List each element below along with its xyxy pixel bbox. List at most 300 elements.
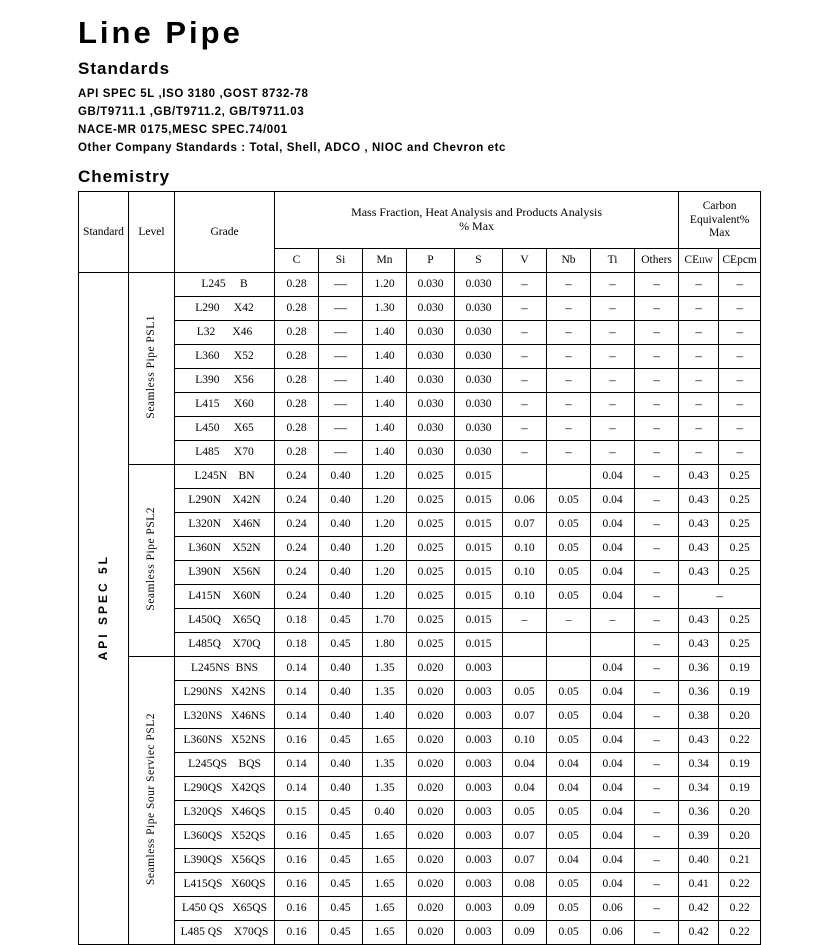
table-row — [79, 609, 761, 633]
cell-ti: 0.06 — [591, 921, 635, 945]
grade-cell: L415 X60 — [175, 393, 275, 417]
cell-ti: 0.04 — [591, 729, 635, 753]
cell-c: 0.24 — [275, 561, 319, 585]
cell-v: 0.05 — [503, 681, 547, 705]
cell-ti: 0.04 — [591, 849, 635, 873]
cell-ce-iiw: – — [679, 417, 719, 441]
cell-others: – — [635, 393, 679, 417]
cell-c: 0.24 — [275, 489, 319, 513]
table-row — [79, 561, 761, 585]
header-ce-iiw-main: CE — [684, 254, 700, 267]
cell-ti: 0.04 — [591, 825, 635, 849]
cell-ce-iiw: – — [679, 441, 719, 465]
cell-c: 0.24 — [275, 465, 319, 489]
cell-nb — [547, 657, 591, 681]
cell-ce-iiw: 0.36 — [679, 657, 719, 681]
cell-mn: 0.40 — [363, 801, 407, 825]
cell-si: 0.40 — [319, 753, 363, 777]
cell-si: 0.40 — [319, 705, 363, 729]
cell-s: 0.030 — [455, 321, 503, 345]
cell-si: 0.40 — [319, 681, 363, 705]
cell-ce-iiw: – — [679, 345, 719, 369]
cell-ce-pcm: 0.25 — [719, 609, 761, 633]
cell-c: 0.15 — [275, 801, 319, 825]
cell-v: – — [503, 321, 547, 345]
header-element-si: Si — [319, 249, 363, 273]
cell-si: 0.45 — [319, 873, 363, 897]
cell-v: – — [503, 369, 547, 393]
cell-v: – — [503, 393, 547, 417]
cell-ti: 0.04 — [591, 777, 635, 801]
cell-c: 0.16 — [275, 921, 319, 945]
cell-si: 0.40 — [319, 537, 363, 561]
cell-c: 0.28 — [275, 417, 319, 441]
grade-cell: L390N X56N — [175, 561, 275, 585]
grade-cell: L415N X60N — [175, 585, 275, 609]
cell-mn: 1.20 — [363, 513, 407, 537]
cell-si: — — [319, 345, 363, 369]
page-title: Line Pipe — [78, 15, 243, 50]
cell-v — [503, 633, 547, 657]
cell-p: 0.020 — [407, 801, 455, 825]
cell-others: – — [635, 825, 679, 849]
cell-p: 0.030 — [407, 369, 455, 393]
cell-ti: 0.04 — [591, 705, 635, 729]
cell-others: – — [635, 465, 679, 489]
cell-v: 0.10 — [503, 729, 547, 753]
cell-v: 0.04 — [503, 753, 547, 777]
cell-v: – — [503, 441, 547, 465]
cell-ti: – — [591, 609, 635, 633]
grade-cell: L290N X42N — [175, 489, 275, 513]
cell-nb: 0.05 — [547, 825, 591, 849]
cell-nb: 0.05 — [547, 681, 591, 705]
header-grade: Grade — [175, 192, 275, 273]
cell-others: – — [635, 681, 679, 705]
cell-ti: 0.04 — [591, 561, 635, 585]
cell-p: 0.025 — [407, 633, 455, 657]
cell-others: – — [635, 537, 679, 561]
cell-ce-pcm: 0.19 — [719, 681, 761, 705]
cell-nb: 0.05 — [547, 537, 591, 561]
header-mass-fraction — [275, 192, 679, 249]
grade-cell: L485Q X70Q — [175, 633, 275, 657]
table-row — [79, 753, 761, 777]
cell-nb: – — [547, 273, 591, 297]
table-row — [79, 369, 761, 393]
cell-ce-pcm: 0.25 — [719, 465, 761, 489]
cell-si: 0.40 — [319, 513, 363, 537]
table-body — [79, 273, 761, 945]
cell-p: 0.020 — [407, 873, 455, 897]
cell-s: 0.003 — [455, 897, 503, 921]
cell-mn: 1.40 — [363, 705, 407, 729]
table-row — [79, 801, 761, 825]
cell-v: 0.04 — [503, 777, 547, 801]
cell-ti: 0.04 — [591, 513, 635, 537]
cell-s: 0.003 — [455, 801, 503, 825]
table-row — [79, 849, 761, 873]
cell-ce-pcm: 0.25 — [719, 513, 761, 537]
table-row — [79, 345, 761, 369]
cell-ti: 0.04 — [591, 585, 635, 609]
cell-si: 0.40 — [319, 561, 363, 585]
grade-cell: L245N BN — [175, 465, 275, 489]
cell-ce-pcm: 0.20 — [719, 825, 761, 849]
level-label: Seamless Pipe PSL1 — [144, 315, 157, 419]
level-cell-psl1 — [129, 273, 175, 465]
cell-ti: – — [591, 321, 635, 345]
cell-others: – — [635, 513, 679, 537]
cell-ce-pcm: 0.22 — [719, 873, 761, 897]
cell-nb — [547, 465, 591, 489]
chemistry-table — [78, 191, 761, 945]
header-standard: Standard — [79, 192, 129, 273]
cell-mn: 1.20 — [363, 561, 407, 585]
cell-p: 0.025 — [407, 561, 455, 585]
cell-mn: 1.35 — [363, 657, 407, 681]
cell-c: 0.28 — [275, 441, 319, 465]
cell-p: 0.025 — [407, 513, 455, 537]
cell-others: – — [635, 417, 679, 441]
standard-label: API SPEC 5L — [95, 553, 110, 661]
table-row — [79, 585, 761, 609]
cell-si: 0.45 — [319, 633, 363, 657]
grade-cell: L320QS X46QS — [175, 801, 275, 825]
grade-cell: L360N X52N — [175, 537, 275, 561]
cell-c: 0.28 — [275, 297, 319, 321]
cell-si: — — [319, 369, 363, 393]
cell-nb: 0.05 — [547, 729, 591, 753]
cell-v: 0.10 — [503, 537, 547, 561]
cell-si: 0.45 — [319, 921, 363, 945]
header-element-v: V — [503, 249, 547, 273]
cell-mn: 1.20 — [363, 465, 407, 489]
cell-c: 0.14 — [275, 681, 319, 705]
cell-nb: 0.05 — [547, 705, 591, 729]
cell-v — [503, 465, 547, 489]
cell-v: 0.07 — [503, 825, 547, 849]
cell-others: – — [635, 705, 679, 729]
cell-ti: 0.04 — [591, 537, 635, 561]
cell-si: 0.45 — [319, 609, 363, 633]
cell-c: 0.28 — [275, 369, 319, 393]
cell-s: 0.030 — [455, 393, 503, 417]
cell-s: 0.015 — [455, 585, 503, 609]
cell-nb: 0.05 — [547, 873, 591, 897]
cell-ce-pcm: 0.21 — [719, 849, 761, 873]
cell-ti: – — [591, 297, 635, 321]
cell-si: 0.40 — [319, 465, 363, 489]
table-row — [79, 489, 761, 513]
cell-mn: 1.65 — [363, 849, 407, 873]
cell-v: 0.08 — [503, 873, 547, 897]
cell-s: 0.030 — [455, 273, 503, 297]
cell-c: 0.16 — [275, 873, 319, 897]
cell-ce-pcm: – — [719, 297, 761, 321]
table-row — [79, 273, 761, 297]
cell-mn: 1.20 — [363, 489, 407, 513]
cell-s: 0.015 — [455, 489, 503, 513]
cell-ti: – — [591, 441, 635, 465]
cell-others: – — [635, 753, 679, 777]
cell-si: — — [319, 321, 363, 345]
cell-p: 0.030 — [407, 297, 455, 321]
table-row — [79, 633, 761, 657]
cell-c: 0.28 — [275, 321, 319, 345]
cell-v: – — [503, 609, 547, 633]
level-label: Seamless Pipe Sour Serviec PSL2 — [144, 712, 157, 885]
cell-ti — [591, 633, 635, 657]
cell-v: 0.07 — [503, 705, 547, 729]
cell-ce-iiw: – — [679, 393, 719, 417]
cell-others: – — [635, 297, 679, 321]
cell-others: – — [635, 561, 679, 585]
cell-v: – — [503, 345, 547, 369]
cell-others: – — [635, 777, 679, 801]
cell-si: — — [319, 393, 363, 417]
cell-ti: 0.04 — [591, 465, 635, 489]
cell-ce-pcm: – — [719, 273, 761, 297]
cell-mn: 1.40 — [363, 321, 407, 345]
grade-cell: L290NS X42NS — [175, 681, 275, 705]
cell-v: 0.10 — [503, 585, 547, 609]
table-row — [79, 417, 761, 441]
cell-c: 0.14 — [275, 777, 319, 801]
cell-v: 0.07 — [503, 513, 547, 537]
cell-ti: 0.04 — [591, 873, 635, 897]
header-level: Level — [129, 192, 175, 273]
cell-s: 0.003 — [455, 753, 503, 777]
grade-cell: L320N X46N — [175, 513, 275, 537]
cell-others: – — [635, 321, 679, 345]
cell-nb: 0.04 — [547, 753, 591, 777]
cell-mn: 1.40 — [363, 417, 407, 441]
cell-s: 0.003 — [455, 729, 503, 753]
header-element-c: C — [275, 249, 319, 273]
cell-c: 0.28 — [275, 345, 319, 369]
table-row — [79, 537, 761, 561]
grade-cell: L245NS BNS — [175, 657, 275, 681]
table-row — [79, 705, 761, 729]
cell-others: – — [635, 489, 679, 513]
cell-others: – — [635, 801, 679, 825]
cell-s: 0.030 — [455, 417, 503, 441]
cell-ce-pcm: – — [719, 393, 761, 417]
cell-p: 0.020 — [407, 921, 455, 945]
grade-cell: L390QS X56QS — [175, 849, 275, 873]
cell-nb: – — [547, 417, 591, 441]
cell-ce-pcm: – — [719, 345, 761, 369]
cell-ti: – — [591, 417, 635, 441]
cell-ce-iiw: – — [679, 321, 719, 345]
cell-p: 0.030 — [407, 273, 455, 297]
cell-mn: 1.65 — [363, 897, 407, 921]
cell-p: 0.020 — [407, 777, 455, 801]
cell-ce-pcm: 0.19 — [719, 657, 761, 681]
cell-ti: 0.06 — [591, 897, 635, 921]
cell-mn: 1.40 — [363, 441, 407, 465]
cell-others: – — [635, 729, 679, 753]
cell-si: 0.40 — [319, 489, 363, 513]
cell-s: 0.015 — [455, 561, 503, 585]
cell-ce-iiw: 0.36 — [679, 801, 719, 825]
cell-mn: 1.65 — [363, 873, 407, 897]
level-label: Seamless Pipe PSL2 — [144, 507, 157, 611]
cell-mn: 1.80 — [363, 633, 407, 657]
cell-nb: 0.05 — [547, 921, 591, 945]
cell-c: 0.16 — [275, 897, 319, 921]
grade-cell: L245QS BQS — [175, 753, 275, 777]
header-ce-iiw — [679, 249, 719, 273]
cell-v: 0.07 — [503, 849, 547, 873]
cell-ce-pcm: – — [719, 417, 761, 441]
cell-nb: – — [547, 369, 591, 393]
cell-s: 0.015 — [455, 513, 503, 537]
cell-nb: 0.05 — [547, 801, 591, 825]
cell-ce-iiw: 0.40 — [679, 849, 719, 873]
table-row — [79, 777, 761, 801]
cell-ce-pcm: 0.25 — [719, 489, 761, 513]
cell-nb: – — [547, 441, 591, 465]
cell-c: 0.28 — [275, 393, 319, 417]
cell-c: 0.16 — [275, 729, 319, 753]
table-row — [79, 921, 761, 945]
cell-s: 0.003 — [455, 921, 503, 945]
cell-c: 0.24 — [275, 537, 319, 561]
cell-si: 0.45 — [319, 729, 363, 753]
cell-nb: 0.05 — [547, 561, 591, 585]
cell-ti: 0.04 — [591, 489, 635, 513]
cell-nb: 0.05 — [547, 585, 591, 609]
cell-mn: 1.20 — [363, 537, 407, 561]
cell-mn: 1.65 — [363, 729, 407, 753]
standards-line: Other Company Standards : Total, Shell, ADCO , NIOC and Chevron etc — [78, 142, 507, 155]
cell-others: – — [635, 921, 679, 945]
cell-si: 0.40 — [319, 777, 363, 801]
cell-mn: 1.40 — [363, 393, 407, 417]
table-header-row — [79, 192, 761, 249]
cell-mn: 1.35 — [363, 777, 407, 801]
cell-si: — — [319, 273, 363, 297]
cell-mn: 1.65 — [363, 825, 407, 849]
table-row — [79, 825, 761, 849]
header-element-others: Others — [635, 249, 679, 273]
cell-ce-iiw: 0.34 — [679, 777, 719, 801]
header-element-nb: Nb — [547, 249, 591, 273]
cell-mn: 1.35 — [363, 753, 407, 777]
standards-list — [78, 85, 760, 157]
cell-s: 0.030 — [455, 297, 503, 321]
cell-nb — [547, 633, 591, 657]
cell-v: – — [503, 417, 547, 441]
cell-ce-pcm: 0.19 — [719, 777, 761, 801]
grade-cell: L290QS X42QS — [175, 777, 275, 801]
cell-ce-iiw: 0.34 — [679, 753, 719, 777]
table-row — [79, 297, 761, 321]
cell-ce-pcm: 0.19 — [719, 753, 761, 777]
cell-p: 0.030 — [407, 345, 455, 369]
cell-s: 0.030 — [455, 345, 503, 369]
cell-v: 0.10 — [503, 561, 547, 585]
cell-ti: – — [591, 273, 635, 297]
cell-nb: 0.05 — [547, 897, 591, 921]
cell-p: 0.020 — [407, 753, 455, 777]
table-row — [79, 513, 761, 537]
cell-ce-pcm: – — [719, 321, 761, 345]
cell-ce-iiw: 0.36 — [679, 681, 719, 705]
cell-s: 0.003 — [455, 849, 503, 873]
cell-c: 0.16 — [275, 825, 319, 849]
standards-line: API SPEC 5L ,ISO 3180 ,GOST 8732-78 — [78, 88, 309, 101]
cell-mn: 1.65 — [363, 921, 407, 945]
cell-s: 0.030 — [455, 441, 503, 465]
grade-cell: L360QS X52QS — [175, 825, 275, 849]
cell-c: 0.24 — [275, 585, 319, 609]
cell-nb: 0.04 — [547, 777, 591, 801]
cell-others: – — [635, 633, 679, 657]
cell-ce-merged: – — [679, 585, 761, 609]
cell-ce-iiw: 0.43 — [679, 561, 719, 585]
cell-ce-iiw: – — [679, 273, 719, 297]
cell-mn: 1.40 — [363, 345, 407, 369]
cell-c: 0.14 — [275, 705, 319, 729]
cell-ce-pcm: 0.25 — [719, 537, 761, 561]
cell-p: 0.030 — [407, 393, 455, 417]
cell-si: 0.40 — [319, 657, 363, 681]
table-row — [79, 393, 761, 417]
cell-s: 0.015 — [455, 609, 503, 633]
cell-ti: 0.04 — [591, 657, 635, 681]
cell-ti: – — [591, 369, 635, 393]
cell-ce-iiw: 0.43 — [679, 609, 719, 633]
grade-cell: L360 X52 — [175, 345, 275, 369]
cell-nb: – — [547, 321, 591, 345]
grade-cell: L450Q X65Q — [175, 609, 275, 633]
cell-p: 0.020 — [407, 657, 455, 681]
standard-cell — [79, 273, 129, 945]
grade-cell: L485 QS X70QS — [175, 921, 275, 945]
cell-si: — — [319, 417, 363, 441]
cell-ce-iiw: 0.43 — [679, 537, 719, 561]
grade-cell: L290 X42 — [175, 297, 275, 321]
cell-si: 0.45 — [319, 825, 363, 849]
header-mass-fraction-line2: % Max — [459, 219, 495, 234]
cell-v: 0.06 — [503, 489, 547, 513]
cell-ce-pcm: 0.22 — [719, 921, 761, 945]
cell-c: 0.14 — [275, 657, 319, 681]
cell-c: 0.24 — [275, 513, 319, 537]
cell-p: 0.025 — [407, 609, 455, 633]
cell-s: 0.003 — [455, 681, 503, 705]
cell-s: 0.003 — [455, 873, 503, 897]
cell-ce-pcm: 0.25 — [719, 561, 761, 585]
cell-ti: – — [591, 393, 635, 417]
cell-v: 0.09 — [503, 921, 547, 945]
cell-others: – — [635, 897, 679, 921]
cell-s: 0.015 — [455, 633, 503, 657]
cell-ce-pcm: – — [719, 441, 761, 465]
cell-others: – — [635, 657, 679, 681]
cell-s: 0.015 — [455, 537, 503, 561]
cell-p: 0.020 — [407, 825, 455, 849]
cell-si: 0.45 — [319, 801, 363, 825]
header-element-s: S — [455, 249, 503, 273]
cell-p: 0.020 — [407, 897, 455, 921]
cell-others: – — [635, 345, 679, 369]
cell-p: 0.030 — [407, 417, 455, 441]
header-carbon-equivalent-line1: Carbon — [702, 200, 737, 213]
